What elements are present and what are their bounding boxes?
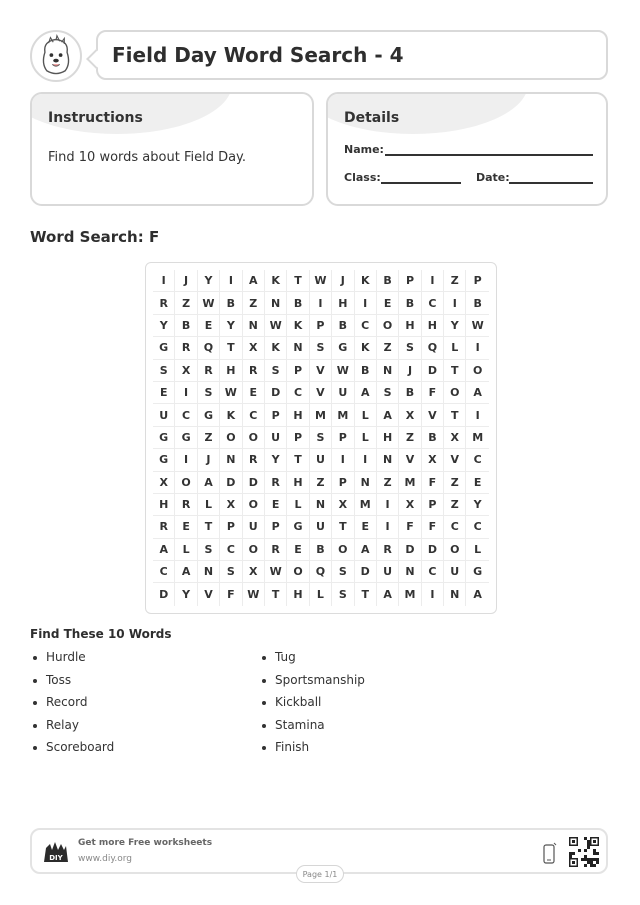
grid-cell: E	[466, 472, 488, 494]
grid-cell: R	[153, 292, 175, 314]
grid-cell: Q	[198, 337, 220, 359]
grid-cell: E	[153, 382, 175, 404]
grid-cell: S	[332, 583, 354, 605]
grid-cell: T	[355, 583, 377, 605]
grid-cell: T	[444, 360, 466, 382]
grid-cell: B	[287, 292, 309, 314]
grid-cell: V	[310, 382, 332, 404]
grid-cell: W	[466, 315, 488, 337]
grid-cell: I	[377, 516, 399, 538]
grid-cell: K	[265, 337, 287, 359]
grid-cell: X	[175, 360, 197, 382]
grid-cell: N	[265, 292, 287, 314]
grid-cell: N	[287, 337, 309, 359]
grid-cell: Z	[444, 270, 466, 292]
grid-cell: V	[399, 449, 421, 471]
grid-cell: R	[153, 516, 175, 538]
grid-cell: Z	[175, 292, 197, 314]
grid-cell: H	[399, 315, 421, 337]
grid-cell: G	[153, 337, 175, 359]
grid-cell: I	[355, 292, 377, 314]
grid-cell: V	[310, 360, 332, 382]
grid-cell: D	[243, 472, 265, 494]
grid-cell: B	[399, 382, 421, 404]
date-label: Date:	[476, 171, 510, 184]
grid-cell: U	[444, 561, 466, 583]
footer-link[interactable]: www.diy.org	[78, 854, 132, 864]
grid-cell: H	[287, 472, 309, 494]
instructions-text: Find 10 words about Field Day.	[48, 150, 247, 165]
grid-cell: U	[265, 427, 287, 449]
word-list-item: Scoreboard	[30, 740, 114, 763]
grid-cell: C	[466, 449, 488, 471]
word-list-item: Tug	[259, 650, 365, 673]
grid-cell: Y	[198, 270, 220, 292]
grid-cell: L	[444, 337, 466, 359]
grid-cell: P	[310, 315, 332, 337]
grid-cell: A	[377, 583, 399, 605]
grid-cell: C	[153, 561, 175, 583]
grid-cell: O	[243, 427, 265, 449]
grid-cell: W	[265, 561, 287, 583]
grid-cell: R	[265, 472, 287, 494]
grid-cell: K	[287, 315, 309, 337]
grid-cell: D	[265, 382, 287, 404]
grid-cell: D	[399, 539, 421, 561]
grid-cell: U	[310, 516, 332, 538]
grid-cell: U	[377, 561, 399, 583]
grid-cell: L	[466, 539, 488, 561]
word-list-item: Toss	[30, 673, 114, 696]
word-list-item: Stamina	[259, 718, 365, 741]
grid-cell: K	[355, 270, 377, 292]
grid-cell: E	[377, 292, 399, 314]
grid-cell: N	[310, 494, 332, 516]
svg-text:DIY: DIY	[49, 854, 63, 862]
grid-cell: C	[422, 561, 444, 583]
grid-cell: O	[243, 539, 265, 561]
grid-cell: N	[198, 561, 220, 583]
grid-cell: X	[399, 404, 421, 426]
grid-cell: U	[153, 404, 175, 426]
grid-cell: R	[243, 360, 265, 382]
grid-cell: I	[466, 404, 488, 426]
grid-cell: Z	[377, 337, 399, 359]
grid-cell: A	[153, 539, 175, 561]
grid-cell: T	[444, 404, 466, 426]
grid-cell: E	[287, 539, 309, 561]
grid-cell: L	[198, 494, 220, 516]
grid-cell: I	[444, 292, 466, 314]
grid-cell: B	[377, 270, 399, 292]
grid-cell: S	[310, 337, 332, 359]
grid-cell: P	[466, 270, 488, 292]
grid-cell: Z	[377, 472, 399, 494]
grid-cell: H	[287, 583, 309, 605]
grid-cell: I	[153, 270, 175, 292]
grid-cell: P	[332, 427, 354, 449]
word-list-column-2	[259, 650, 365, 763]
grid-cell: C	[355, 315, 377, 337]
grid-cell: F	[422, 472, 444, 494]
grid-cell: A	[355, 539, 377, 561]
grid-cell: A	[466, 382, 488, 404]
grid-cell: O	[332, 539, 354, 561]
grid-cell: B	[422, 427, 444, 449]
date-field[interactable]	[509, 182, 593, 184]
grid-cell: S	[399, 337, 421, 359]
grid-cell: X	[444, 427, 466, 449]
grid-cell: M	[355, 494, 377, 516]
grid-cell: K	[265, 270, 287, 292]
grid-cell: Z	[310, 472, 332, 494]
grid-cell: Y	[220, 315, 242, 337]
grid-cell: M	[310, 404, 332, 426]
word-search-grid	[145, 262, 497, 614]
grid-cell: M	[399, 583, 421, 605]
grid-cell: S	[153, 360, 175, 382]
grid-cell: N	[355, 472, 377, 494]
grid-cell: R	[243, 449, 265, 471]
grid-cell: X	[332, 494, 354, 516]
word-list-item: Sportsmanship	[259, 673, 365, 696]
grid-cell: A	[243, 270, 265, 292]
grid-cell: D	[153, 583, 175, 605]
grid-cell: I	[377, 494, 399, 516]
grid-cell: I	[310, 292, 332, 314]
grid-cell: N	[444, 583, 466, 605]
word-list-item: Finish	[259, 740, 365, 763]
grid-cell: A	[175, 561, 197, 583]
grid-cell: R	[265, 539, 287, 561]
grid-cell: C	[243, 404, 265, 426]
qr-code-icon	[569, 837, 599, 867]
grid-cell: Z	[399, 427, 421, 449]
grid-cell: O	[243, 494, 265, 516]
grid-cell: H	[332, 292, 354, 314]
grid-cell: U	[332, 382, 354, 404]
grid-cell: L	[310, 583, 332, 605]
page-title: Field Day Word Search - 4	[112, 43, 404, 67]
grid-cell: K	[220, 404, 242, 426]
grid-cell: J	[332, 270, 354, 292]
grid-cell: S	[310, 427, 332, 449]
grid-cell: Y	[153, 315, 175, 337]
grid-cell: N	[377, 360, 399, 382]
word-list-item: Record	[30, 695, 114, 718]
grid-cell: M	[466, 427, 488, 449]
grid-cell: R	[198, 360, 220, 382]
grid-cell: W	[265, 315, 287, 337]
grid-cell: P	[265, 404, 287, 426]
grid-cell: G	[175, 427, 197, 449]
grid-cell: W	[198, 292, 220, 314]
grid-cell: Z	[243, 292, 265, 314]
grid-cell: B	[466, 292, 488, 314]
details-heading: Details	[344, 110, 400, 126]
grid-cell: U	[310, 449, 332, 471]
grid-cell: L	[355, 404, 377, 426]
grid-cell: D	[422, 360, 444, 382]
grid-cell: F	[399, 516, 421, 538]
grid-cell: P	[287, 360, 309, 382]
class-label: Class:	[344, 171, 381, 184]
grid-cell: X	[422, 449, 444, 471]
grid-cell: H	[153, 494, 175, 516]
phone-icon	[543, 842, 557, 864]
instructions-card	[30, 92, 314, 206]
grid-cell: O	[377, 315, 399, 337]
puzzle-title: Word Search: F	[30, 228, 160, 246]
grid-cell: T	[332, 516, 354, 538]
grid-cell: E	[355, 516, 377, 538]
grid-cell: C	[175, 404, 197, 426]
grid-cell: M	[399, 472, 421, 494]
grid-cell: P	[399, 270, 421, 292]
grid-cell: Y	[444, 315, 466, 337]
grid-cell: X	[243, 337, 265, 359]
grid-cell: D	[355, 561, 377, 583]
grid-cell: P	[220, 516, 242, 538]
name-field[interactable]	[385, 154, 593, 156]
grid-cell: X	[243, 561, 265, 583]
grid-cell: M	[332, 404, 354, 426]
page-indicator: Page 1/1	[296, 865, 344, 883]
grid-cell: G	[287, 516, 309, 538]
grid-cell: P	[265, 516, 287, 538]
grid-cell: L	[175, 539, 197, 561]
grid-cell: L	[355, 427, 377, 449]
grid-cell: Y	[265, 449, 287, 471]
grid-cell: V	[444, 449, 466, 471]
grid-cell: T	[265, 583, 287, 605]
grid-cell: I	[220, 270, 242, 292]
grid-cell: B	[355, 360, 377, 382]
grid-cell: W	[220, 382, 242, 404]
title-box	[96, 30, 608, 80]
word-list-title: Find These 10 Words	[30, 627, 172, 641]
grid-cell: N	[377, 449, 399, 471]
grid-cell: C	[287, 382, 309, 404]
grid-cell: R	[175, 494, 197, 516]
word-list-item: Relay	[30, 718, 114, 741]
grid-cell: I	[332, 449, 354, 471]
grid-cell: G	[466, 561, 488, 583]
grid-cell: C	[444, 516, 466, 538]
grid-cell: H	[422, 315, 444, 337]
details-card	[326, 92, 608, 206]
word-list-item: Hurdle	[30, 650, 114, 673]
grid-cell: E	[243, 382, 265, 404]
grid-cell: L	[287, 494, 309, 516]
grid-cell: T	[198, 516, 220, 538]
grid-cell: Q	[310, 561, 332, 583]
grid-cell: G	[198, 404, 220, 426]
grid-cell: A	[377, 404, 399, 426]
grid-cell: Y	[175, 583, 197, 605]
word-list-column-1	[30, 650, 114, 763]
grid-cell: G	[153, 449, 175, 471]
grid-cell: E	[175, 516, 197, 538]
grid-cell: T	[287, 449, 309, 471]
name-label: Name:	[344, 143, 384, 156]
footer-promo: Get more Free worksheets	[78, 838, 213, 848]
grid-cell: H	[287, 404, 309, 426]
grid-cell: A	[355, 382, 377, 404]
grid-cell: T	[287, 270, 309, 292]
grid-cell: Z	[444, 494, 466, 516]
grid-cell: D	[422, 539, 444, 561]
grid-cell: I	[355, 449, 377, 471]
mascot-icon	[32, 32, 80, 80]
grid-cell: S	[198, 382, 220, 404]
grid-cell: X	[399, 494, 421, 516]
grid-cell: R	[377, 539, 399, 561]
grid-cell: V	[422, 404, 444, 426]
grid-cell: A	[473, 588, 482, 602]
grid-cell: G	[153, 427, 175, 449]
grid-cell: A	[198, 472, 220, 494]
grid-cell: S	[377, 382, 399, 404]
grid-cell: D	[220, 472, 242, 494]
grid-cell: Q	[422, 337, 444, 359]
grid-cell: W	[332, 360, 354, 382]
grid-cell: E	[198, 315, 220, 337]
grid-cell: O	[466, 360, 488, 382]
grid-cell: I	[422, 270, 444, 292]
grid-cell: J	[399, 360, 421, 382]
grid-cell: C	[466, 516, 488, 538]
grid-cell: B	[332, 315, 354, 337]
grid-cell: G	[332, 337, 354, 359]
letter-grid	[153, 270, 489, 606]
grid-cell: O	[175, 472, 197, 494]
diy-logo-icon	[42, 840, 70, 864]
grid-cell: F	[220, 583, 242, 605]
grid-cell: F	[422, 382, 444, 404]
grid-cell: X	[220, 494, 242, 516]
grid-cell: S	[265, 360, 287, 382]
grid-cell: S	[332, 561, 354, 583]
grid-cell: R	[175, 337, 197, 359]
grid-cell: B	[220, 292, 242, 314]
grid-cell: W	[310, 270, 332, 292]
grid-cell: B	[175, 315, 197, 337]
grid-cell: I	[422, 583, 444, 605]
grid-cell: F	[422, 516, 444, 538]
grid-cell: B	[399, 292, 421, 314]
grid-cell: O	[287, 561, 309, 583]
grid-cell: O	[220, 427, 242, 449]
grid-cell: P	[422, 494, 444, 516]
grid-cell: N	[243, 315, 265, 337]
grid-cell: N	[399, 561, 421, 583]
grid-cell: B	[310, 539, 332, 561]
grid-cell: I	[175, 449, 197, 471]
instructions-heading: Instructions	[48, 110, 143, 126]
grid-cell: O	[444, 382, 466, 404]
grid-cell: Z	[444, 472, 466, 494]
grid-cell: P	[332, 472, 354, 494]
grid-cell: H	[377, 427, 399, 449]
grid-cell: H	[220, 360, 242, 382]
grid-cell: J	[198, 449, 220, 471]
grid-cell: U	[243, 516, 265, 538]
grid-cell: Z	[198, 427, 220, 449]
class-field[interactable]	[381, 182, 461, 184]
grid-cell: V	[198, 583, 220, 605]
grid-cell: I	[175, 382, 197, 404]
grid-cell: Y	[466, 494, 488, 516]
grid-cell: T	[220, 337, 242, 359]
mascot-avatar	[30, 30, 82, 82]
grid-cell: I	[466, 337, 488, 359]
grid-cell: O	[444, 539, 466, 561]
grid-cell: S	[198, 539, 220, 561]
grid-cell: K	[355, 337, 377, 359]
grid-cell: P	[287, 427, 309, 449]
grid-cell: X	[153, 472, 175, 494]
grid-cell: J	[175, 270, 197, 292]
grid-cell: W	[243, 583, 265, 605]
grid-cell: C	[220, 539, 242, 561]
grid-cell: C	[422, 292, 444, 314]
grid-cell: S	[220, 561, 242, 583]
word-list-item: Kickball	[259, 695, 365, 718]
grid-cell: E	[265, 494, 287, 516]
grid-cell: N	[220, 449, 242, 471]
